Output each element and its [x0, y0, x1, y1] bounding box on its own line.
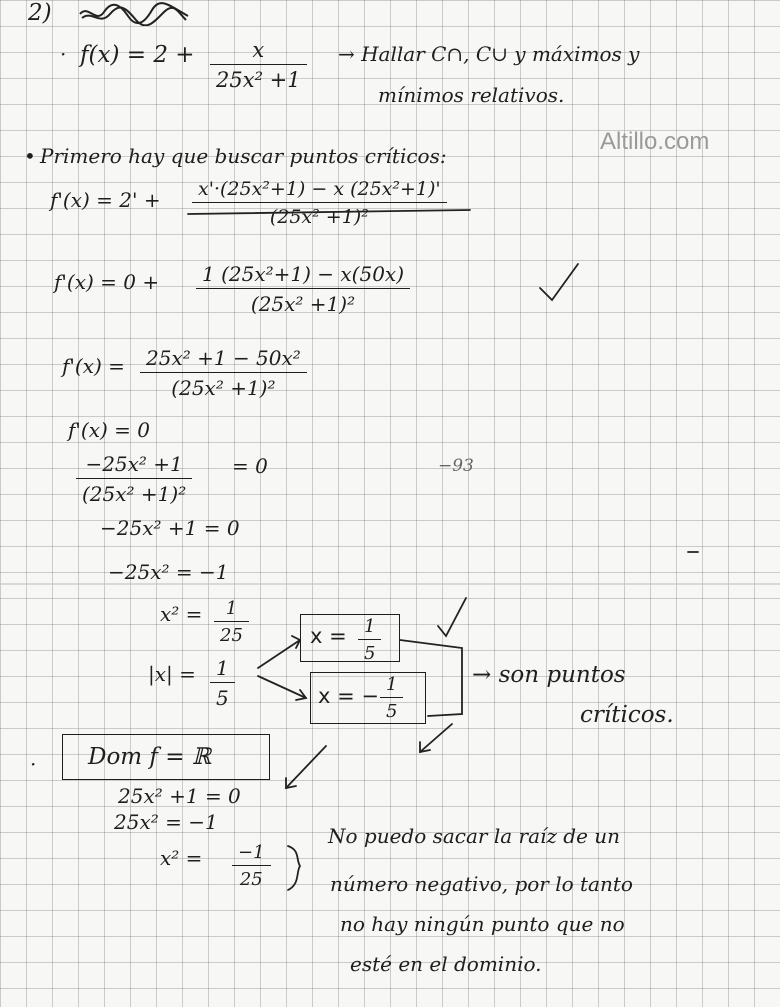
conclusion-line-4: esté en el dominio. — [350, 952, 542, 976]
step8-denominator: 25 — [220, 625, 243, 646]
solution-negative-fraction — [380, 674, 403, 722]
step5-fraction — [76, 452, 192, 506]
solution-positive-fraction — [358, 616, 381, 664]
solution-negative-denominator: 5 — [386, 701, 398, 722]
watermark: Altillo.com — [600, 128, 710, 155]
task-line-2: mínimos relativos. — [378, 83, 565, 107]
step1-fraction — [192, 178, 447, 228]
step8-numerator: 1 — [225, 598, 238, 619]
arrow-stroke — [420, 724, 452, 752]
step3-fraction — [140, 346, 307, 400]
step2-lhs: f'(x) = 0 + — [54, 270, 160, 294]
step2-numerator: 1 (25x²+1) − x(50x) — [202, 262, 405, 286]
arrow-head-icon — [286, 778, 296, 788]
check-mark-icon — [540, 264, 578, 300]
conclusion-line-3: no hay ningún punto que no — [340, 912, 625, 936]
step4-text: f'(x) = 0 — [68, 418, 150, 442]
critical-points-label-1: → son puntos — [472, 662, 626, 688]
step1-numerator: x'·(25x²+1) − x (25x²+1)' — [198, 178, 441, 200]
intro-text: Primero hay que buscar puntos críticos: — [40, 144, 447, 168]
domain-step-2: 25x² = −1 — [114, 810, 218, 834]
domain-step-3-numerator: −1 — [238, 842, 265, 863]
solution-negative-lhs: x = − — [318, 684, 379, 708]
brace-stroke — [288, 846, 300, 890]
solution-positive-denominator: 5 — [364, 643, 376, 664]
domain-text: Dom f = ℝ — [88, 744, 211, 770]
solution-positive-lhs: x = — [310, 624, 347, 648]
step9-denominator: 5 — [216, 686, 229, 710]
step1-lhs: f'(x) = 2' + — [50, 188, 161, 212]
step2-denominator: (25x² +1)² — [250, 292, 356, 316]
step6-text: −25x² +1 = 0 — [100, 516, 240, 540]
check-mark-icon — [438, 598, 466, 636]
function-lhs: f(x) = 2 + — [80, 42, 195, 68]
step8-lhs: x² = — [160, 602, 203, 626]
step5-denominator: (25x² +1)² — [82, 482, 187, 506]
arrow-head-icon — [420, 742, 430, 752]
domain-bullet: · — [30, 752, 37, 776]
domain-step-3-lhs: x² = — [160, 846, 203, 870]
function-numerator: x — [252, 38, 265, 62]
critical-points-label-2: críticos. — [580, 702, 674, 728]
arrow-stroke — [258, 676, 306, 698]
step5-rhs: = 0 — [232, 454, 268, 478]
domain-step-3-denominator: 25 — [239, 869, 263, 890]
step5-numerator: −25x² +1 — [85, 452, 183, 476]
solution-negative-numerator: 1 — [386, 674, 398, 695]
solution-positive-numerator: 1 — [364, 616, 376, 637]
step9-numerator: 1 — [216, 656, 229, 680]
step9-fraction — [210, 656, 235, 710]
step9-lhs: |x| = — [148, 662, 196, 686]
conclusion-line-2: número negativo, por lo tanto — [330, 872, 633, 896]
step3-lhs: f'(x) = — [62, 354, 125, 378]
intro-bullet: • — [24, 144, 36, 168]
domain-step-3-fraction — [232, 842, 271, 890]
function-denominator: 25x² +1 — [216, 68, 301, 92]
step1-denominator: (25x² +1)² — [269, 206, 369, 228]
margin-note: −93 — [438, 456, 474, 476]
arrow-stroke — [258, 640, 300, 668]
domain-step-1: 25x² +1 = 0 — [118, 784, 241, 808]
arrow-head-icon — [296, 690, 306, 700]
bullet-dot: · — [60, 42, 67, 66]
arrow-head-icon — [292, 636, 300, 648]
step2-fraction — [196, 262, 410, 316]
exercise-number: 2) — [28, 0, 52, 26]
step7-text: −25x² = −1 — [108, 560, 229, 584]
step3-denominator: (25x² +1)² — [171, 376, 276, 400]
step8-fraction — [214, 598, 249, 646]
task-line-1: → Hallar C∩, C∪ y máximos y — [338, 42, 640, 66]
scribbled-out-text — [78, 2, 190, 26]
step3-numerator: 25x² +1 − 50x² — [146, 346, 301, 370]
arrow-stroke — [286, 746, 326, 788]
function-fraction — [210, 38, 307, 92]
conclusion-line-1: No puedo sacar la raíz de un — [328, 824, 621, 848]
